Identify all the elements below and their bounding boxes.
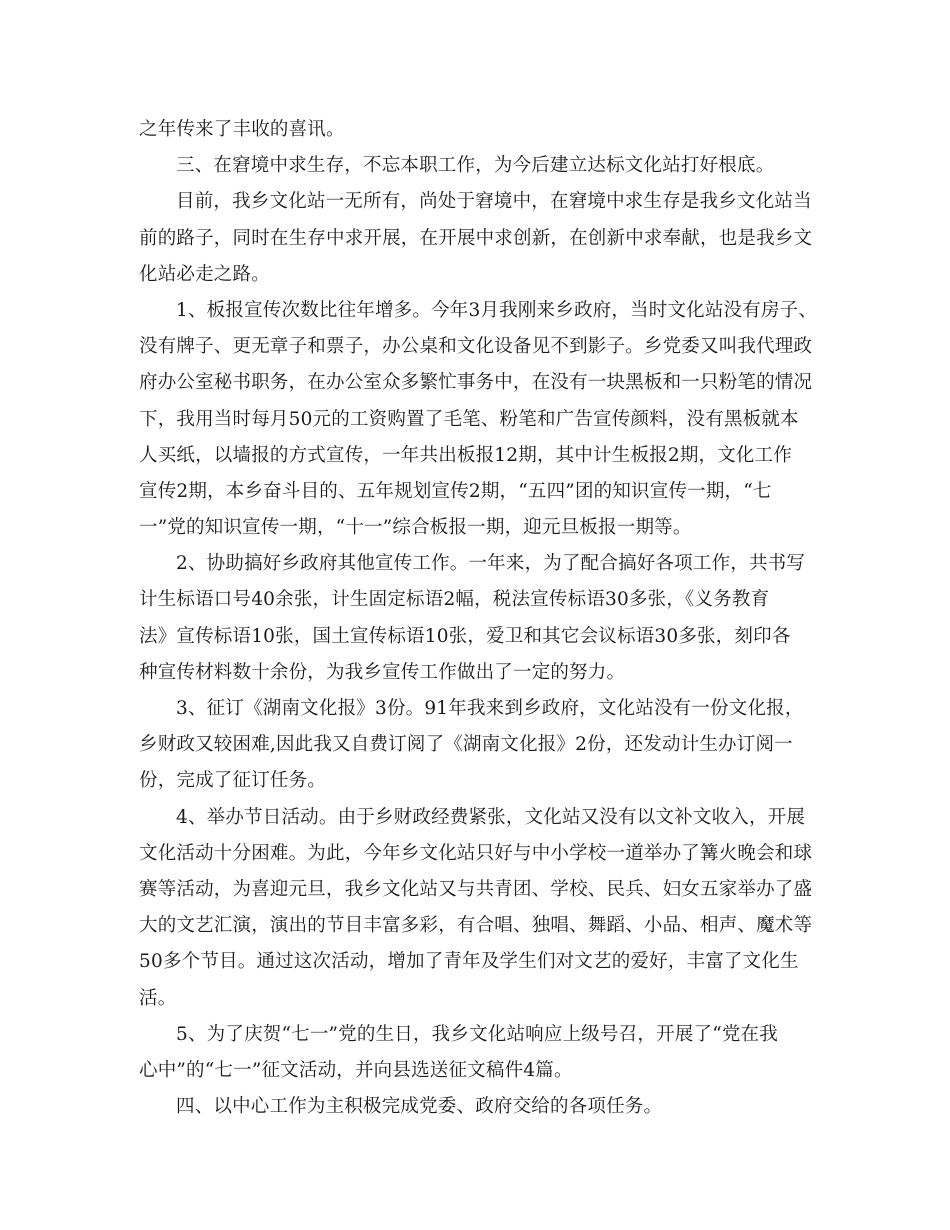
text-line: 没有牌子、更无章子和票子，办公桌和文化设备见不到影子。乡党委又叫我代理政 [139,336,813,358]
text-line: 种宣传材料数十余份，为我乡宣传工作做出了一定的努力。 [139,661,626,683]
text-line: 前的路子，同时在生存中求开展，在开展中求创新，在创新中求奉献，也是我乡文 [139,227,813,249]
text-line: 心中”的“七一”征文活动，并向县选送征文稿件4篇。 [139,1059,573,1081]
text-line: 份，完成了征订任务。 [139,770,327,792]
text-line: 赛等活动，为喜迎元旦，我乡文化站又与共青团、学校、民兵、妇女五家举办了盛 [139,878,813,900]
text-line: 化站必走之路。 [139,263,270,285]
text-line: 法》宣传标语10张，国土宣传标语10张，爱卫和其它会议标语30多张，刻印各 [139,625,791,647]
text-line: 三、在窘境中求生存，不忘本职工作，为今后建立达标文化站打好根底。 [176,155,775,177]
text-line: 3、征订《湖南文化报》3份。91年我来到乡政府，文化站没有一份文化报， [176,698,804,719]
text-line: 四、以中心工作为主积极完成党委、政府交给的各项任务。 [176,1096,663,1118]
document-body [139,112,829,1125]
text-line: 1、板报宣传次数比往年增多。今年3月我刚来乡政府，当时文化站没有房子、 [176,299,818,321]
text-line: 人买纸，以墙报的方式宣传，一年共出板报12期，其中计生板报2期，文化工作 [139,444,793,466]
paragraph [139,691,829,800]
text-line: 活。 [139,987,177,1009]
paragraph [139,546,829,691]
text-line: 50多个节目。通过这次活动，增加了青年及学生们对文艺的爱好，丰富了文化生 [139,951,799,973]
text-line: 5、为了庆贺“七一”党的生日，我乡文化站响应上级号召，开展了“党在我 [176,1023,778,1045]
paragraph [139,1089,829,1125]
text-line: 乡财政又较困难,因此我又自费订阅了《湖南文化报》2份，还发动计生办订阅一 [139,734,793,756]
text-line: 一”党的知识宣传一期，“十一”综合板报一期，迎元旦板报一期等。 [139,517,692,539]
text-line: 4、举办节日活动。由于乡财政经费紧张，文化站又没有以文补文收入，开展 [176,806,806,828]
text-line: 宣传2期，本乡奋斗目的、五年规划宣传2期，“五四”团的知识宣传一期，“七 [139,480,772,502]
text-line: 府办公室秘书职务，在办公室众多繁忙事务中，在没有一块黑板和一只粉笔的情况 [139,372,813,394]
text-line: 下，我用当时每月50元的工资购置了毛笔、粉笔和广告宣传颜料，没有黑板就本 [139,408,799,430]
text-line: 文化活动十分困难。为此，今年乡文化站只好与中小学校一道举办了篝火晚会和球 [139,842,813,864]
text-line: 大的文艺汇演，演出的节目丰富多彩，有合唱、独唱、舞蹈、小品、相声、魔术等 [139,915,813,937]
paragraph [139,112,829,148]
text-line: 之年传来了丰收的喜讯。 [139,119,345,140]
paragraph [139,293,829,546]
paragraph [139,1017,829,1089]
paragraph [139,800,829,1017]
paragraph [139,148,829,184]
text-line: 目前，我乡文化站一无所有，尚处于窘境中，在窘境中求生存是我乡文化站当 [176,191,812,213]
text-line: 计生标语口号40余张，计生固定标语2幅，税法宣传标语30多张，《义务教育 [139,589,770,611]
paragraph [139,184,829,293]
text-line: 2、协助搞好乡政府其他宣传工作。一年来，为了配合搞好各项工作，共书写 [176,553,806,575]
